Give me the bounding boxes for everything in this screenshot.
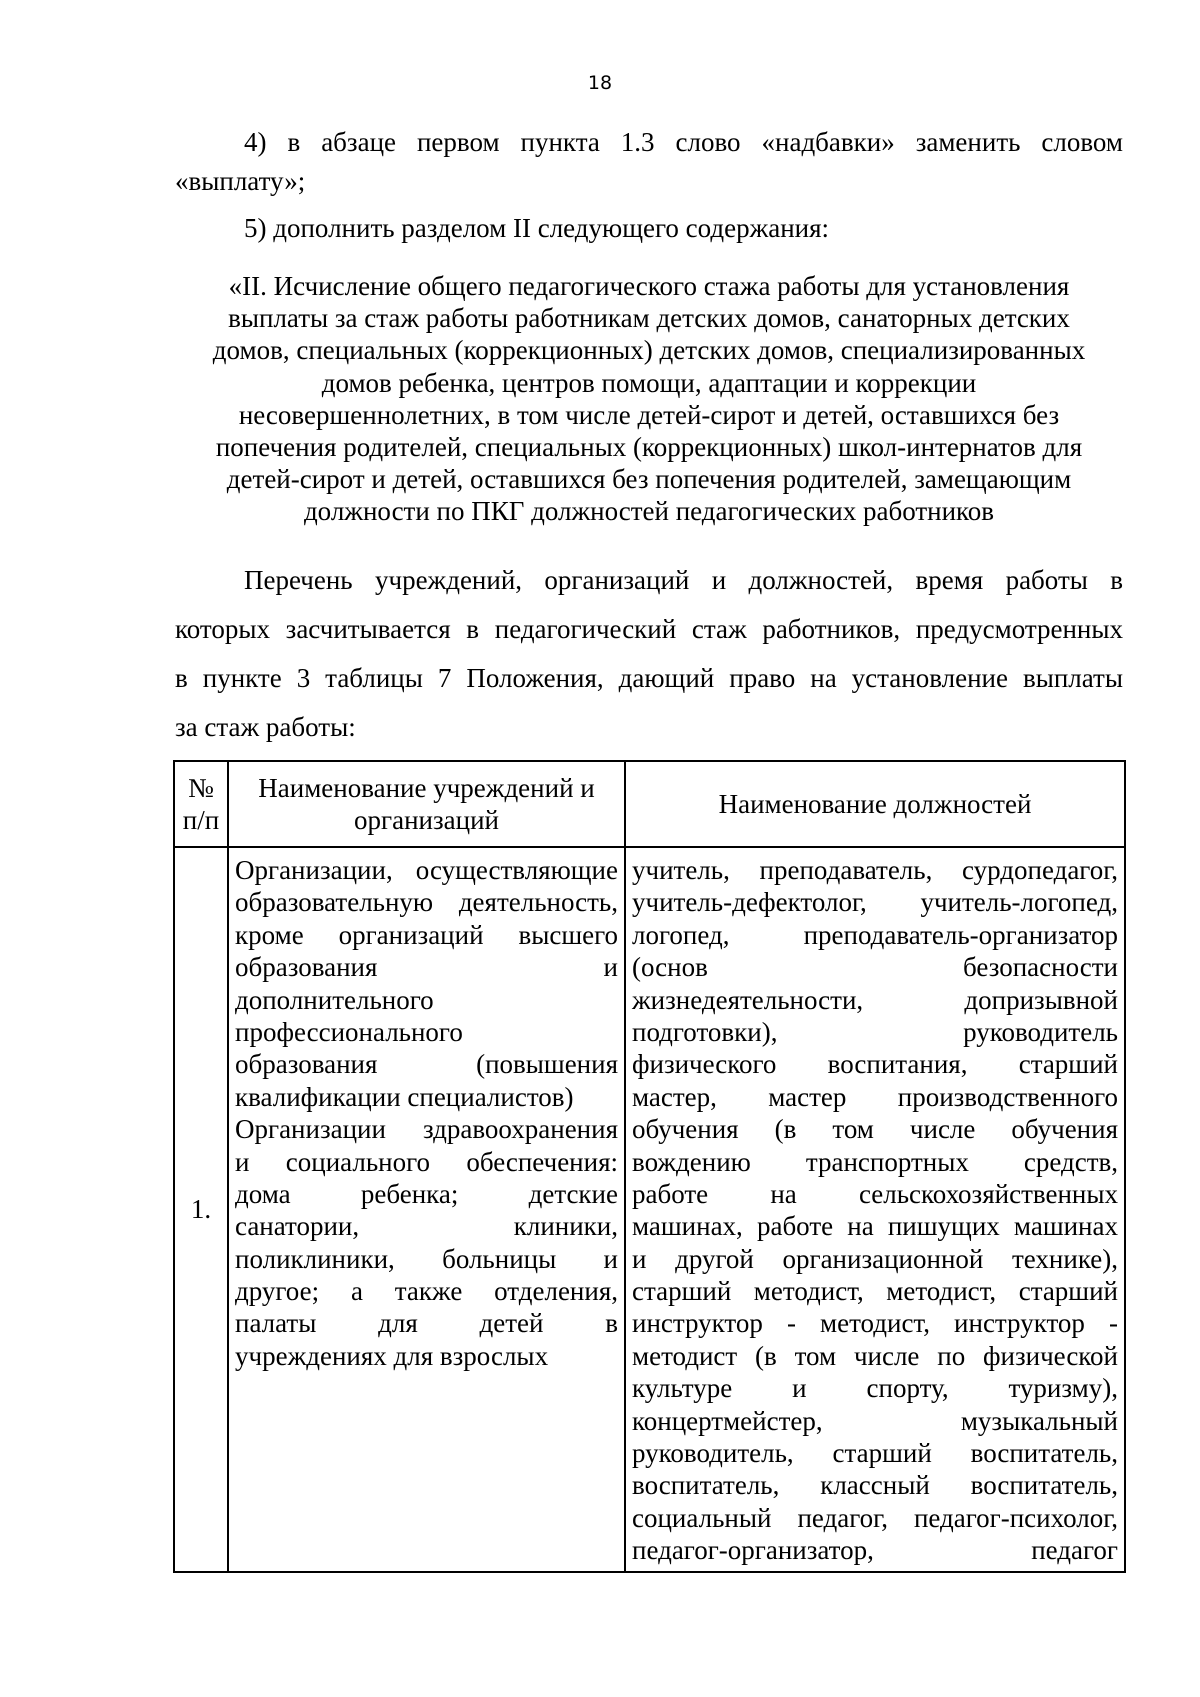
institution-line: квалификации специалистов) (235, 1081, 574, 1112)
institution-line: образования (повышения (235, 1049, 618, 1080)
position-line: работе на сельскохозяйственных (632, 1178, 1118, 1209)
intro-paragraph-line-1: Перечень учреждений, организаций и должностей, время работы в (244, 565, 1123, 595)
institution-line: образования и (235, 952, 618, 983)
heading-line: домов, специальных (коррекционных) детских домов, специализированных (212, 335, 1086, 366)
heading-line: детей-сирот и детей, оставшихся без попечения родителей, замещающим (226, 464, 1072, 495)
header-institutions: Наименование учреждений и организаций (228, 761, 625, 847)
table-row (174, 847, 1125, 1572)
heading-line: попечения родителей, специальных (коррекционных) школ-интернатов для (215, 432, 1083, 463)
item-4-line-2: «выплату»; (175, 166, 306, 196)
item-5: 5) дополнить разделом II следующего содержания: (244, 213, 830, 243)
position-line: инструктор - методист, инструктор - (632, 1308, 1118, 1339)
position-line: и другой организационной технике), (632, 1243, 1118, 1274)
page-number: 18 (587, 72, 613, 94)
intro-paragraph-line-2: которых засчитывается в педагогический стаж работников, предусмотренных (175, 614, 1123, 644)
institution-line: палаты для детей в (235, 1308, 618, 1339)
institution-line: поликлиники, больницы и (235, 1243, 618, 1274)
item-4-line-1: 4) в абзаце первом пункта 1.3 слово «надбавки» заменить словом (244, 127, 1123, 157)
section-heading (175, 270, 1123, 528)
heading-line: должности по ПКГ должностей педагогических работников (303, 496, 995, 527)
position-line: вождению транспортных средств, (632, 1146, 1118, 1177)
position-line: социальный педагог, педагог-психолог, (632, 1502, 1118, 1533)
institution-line: дополнительного (235, 984, 434, 1015)
positions-table (173, 760, 1126, 1573)
heading-line: «II. Исчисление общего педагогического стажа работы для установления (228, 271, 1070, 301)
institution-line: образовательную деятельность, (235, 887, 618, 918)
institution-line: дома ребенка; детские (235, 1178, 618, 1209)
institutions-cell (228, 847, 625, 1572)
position-line: логопед, преподаватель-организатор (632, 919, 1118, 950)
heading-line: домов ребенка, центров помощи, адаптации и коррекции (321, 367, 977, 398)
institution-line: санатории, клиники, (235, 1211, 618, 1242)
position-line: методист (в том числе по физической (632, 1340, 1118, 1371)
position-line: обучения (в том числе обучения (632, 1114, 1118, 1145)
position-line: (основ безопасности (632, 952, 1118, 983)
table-header-row (174, 761, 1125, 847)
institution-line: Организации здравоохранения (235, 1114, 618, 1145)
position-line: воспитатель, классный воспитатель, (632, 1470, 1118, 1501)
position-line: подготовки), руководитель (632, 1016, 1118, 1047)
position-line: учитель, преподаватель, сурдопедагог, (632, 855, 1118, 885)
position-line: педагог-организатор, педагог (632, 1535, 1118, 1566)
row-number: 1. (174, 847, 228, 1572)
position-line: физического воспитания, старший (632, 1049, 1118, 1080)
institution-line: и социального обеспечения: (235, 1146, 618, 1177)
intro-paragraph-line-4: за стаж работы: (175, 712, 356, 742)
institution-line: учреждениях для взрослых (235, 1340, 549, 1371)
position-line: концертмейстер, музыкальный (632, 1405, 1118, 1436)
institution-line: Организации, осуществляющие (235, 855, 618, 885)
institution-line: другое; а также отделения, (235, 1276, 618, 1307)
position-line: руководитель, старший воспитатель, (632, 1438, 1118, 1469)
header-positions: Наименование должностей (625, 761, 1125, 847)
position-line: культуре и спорту, туризму), (632, 1373, 1118, 1404)
position-line: учитель-дефектолог, учитель-логопед, (632, 887, 1118, 918)
institution-line: профессионального (235, 1016, 463, 1047)
intro-paragraph-line-3: в пункте 3 таблицы 7 Положения, дающий право на установление выплаты (175, 663, 1123, 693)
position-line: старший методист, методист, старший (632, 1276, 1118, 1307)
heading-line: несовершеннолетних, в том числе детей-сирот и детей, оставшихся без (238, 399, 1060, 430)
heading-line: выплаты за стаж работы работникам детских домов, санаторных детских (228, 303, 1070, 334)
institution-line: кроме организаций высшего (235, 919, 618, 950)
position-line: мастер, мастер производственного (632, 1081, 1118, 1112)
position-line: машинах, работе на пишущих машинах (632, 1211, 1118, 1242)
header-number: № п/п (174, 761, 228, 847)
positions-cell (625, 847, 1125, 1572)
position-line: жизнедеятельности, допризывной (632, 984, 1118, 1015)
